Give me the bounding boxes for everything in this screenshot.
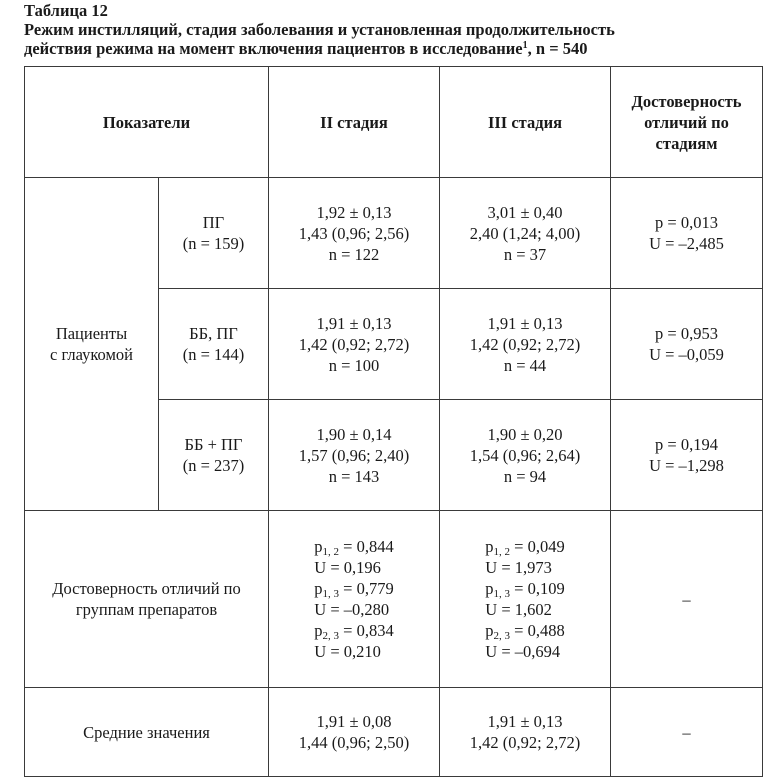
stage-significance-value: p = 0,194 U = –1,298: [611, 400, 763, 511]
patients-label: Пациенты с глаукомой: [25, 178, 159, 511]
stage-2-mean: 1,91 ± 0,08 1,44 (0,96; 2,50): [269, 688, 440, 777]
stage-2-group-significance: $p_{1, 2} = 0,844$ U = 0,196 $p_{1, 3} = 0,779$ U = –0,280 $p_{2, 3} = 0,834$ U = 0,210: [269, 511, 440, 688]
stage-significance-value: p = 0,013 U = –2,485: [611, 178, 763, 289]
stage-3-value: 1,90 ± 0,20 1,54 (0,96; 2,64) n = 94: [440, 400, 611, 511]
header-stage-2: II стадия: [269, 67, 440, 178]
table-row: [25, 688, 763, 777]
means-significance-dash: –: [611, 688, 763, 777]
data-table: [24, 66, 763, 777]
caption-title-line-1: Режим инстилляций, стадия заболевания и установленная продолжительность: [24, 20, 615, 39]
groups-significance-label: Достоверность отличий по группам препаратов: [25, 511, 269, 688]
group-cell: ББ + ПГ (n = 237): [159, 400, 269, 511]
stage-significance-dash: –: [611, 511, 763, 688]
caption-title-line-2: действия режима на момент включения пациентов в исследование$^1$, n = 540: [24, 39, 588, 58]
means-label: Средние значения: [25, 688, 269, 777]
stage-3-group-significance: $p_{1, 2} = 0,049$ U = 1,973 $p_{1, 3} = 0,109$ U = 1,602 $p_{2, 3} = 0,488$ U = –0,694: [440, 511, 611, 688]
stage-significance-value: p = 0,953 U = –0,059: [611, 289, 763, 400]
header-indicators: Показатели: [25, 67, 269, 178]
header-stage-3: III стадия: [440, 67, 611, 178]
table-row: [25, 178, 763, 289]
header-row: [25, 67, 763, 178]
table-caption: [24, 1, 764, 58]
stage-3-mean: 1,91 ± 0,13 1,42 (0,92; 2,72): [440, 688, 611, 777]
group-cell: ББ, ПГ (n = 144): [159, 289, 269, 400]
table-row: [25, 511, 763, 688]
footnote-ref: 1: [522, 40, 528, 51]
caption-number: Таблица 12: [24, 1, 108, 20]
stage-2-value: 1,92 ± 0,13 1,43 (0,96; 2,56) n = 122: [269, 178, 440, 289]
stage-3-value: 1,91 ± 0,13 1,42 (0,92; 2,72) n = 44: [440, 289, 611, 400]
header-stage-significance: Достоверность отличий по стадиям: [611, 67, 763, 178]
group-cell: ПГ (n = 159): [159, 178, 269, 289]
stage-3-value: 3,01 ± 0,40 2,40 (1,24; 4,00) n = 37: [440, 178, 611, 289]
stage-2-value: 1,90 ± 0,14 1,57 (0,96; 2,40) n = 143: [269, 400, 440, 511]
stage-2-value: 1,91 ± 0,13 1,42 (0,92; 2,72) n = 100: [269, 289, 440, 400]
